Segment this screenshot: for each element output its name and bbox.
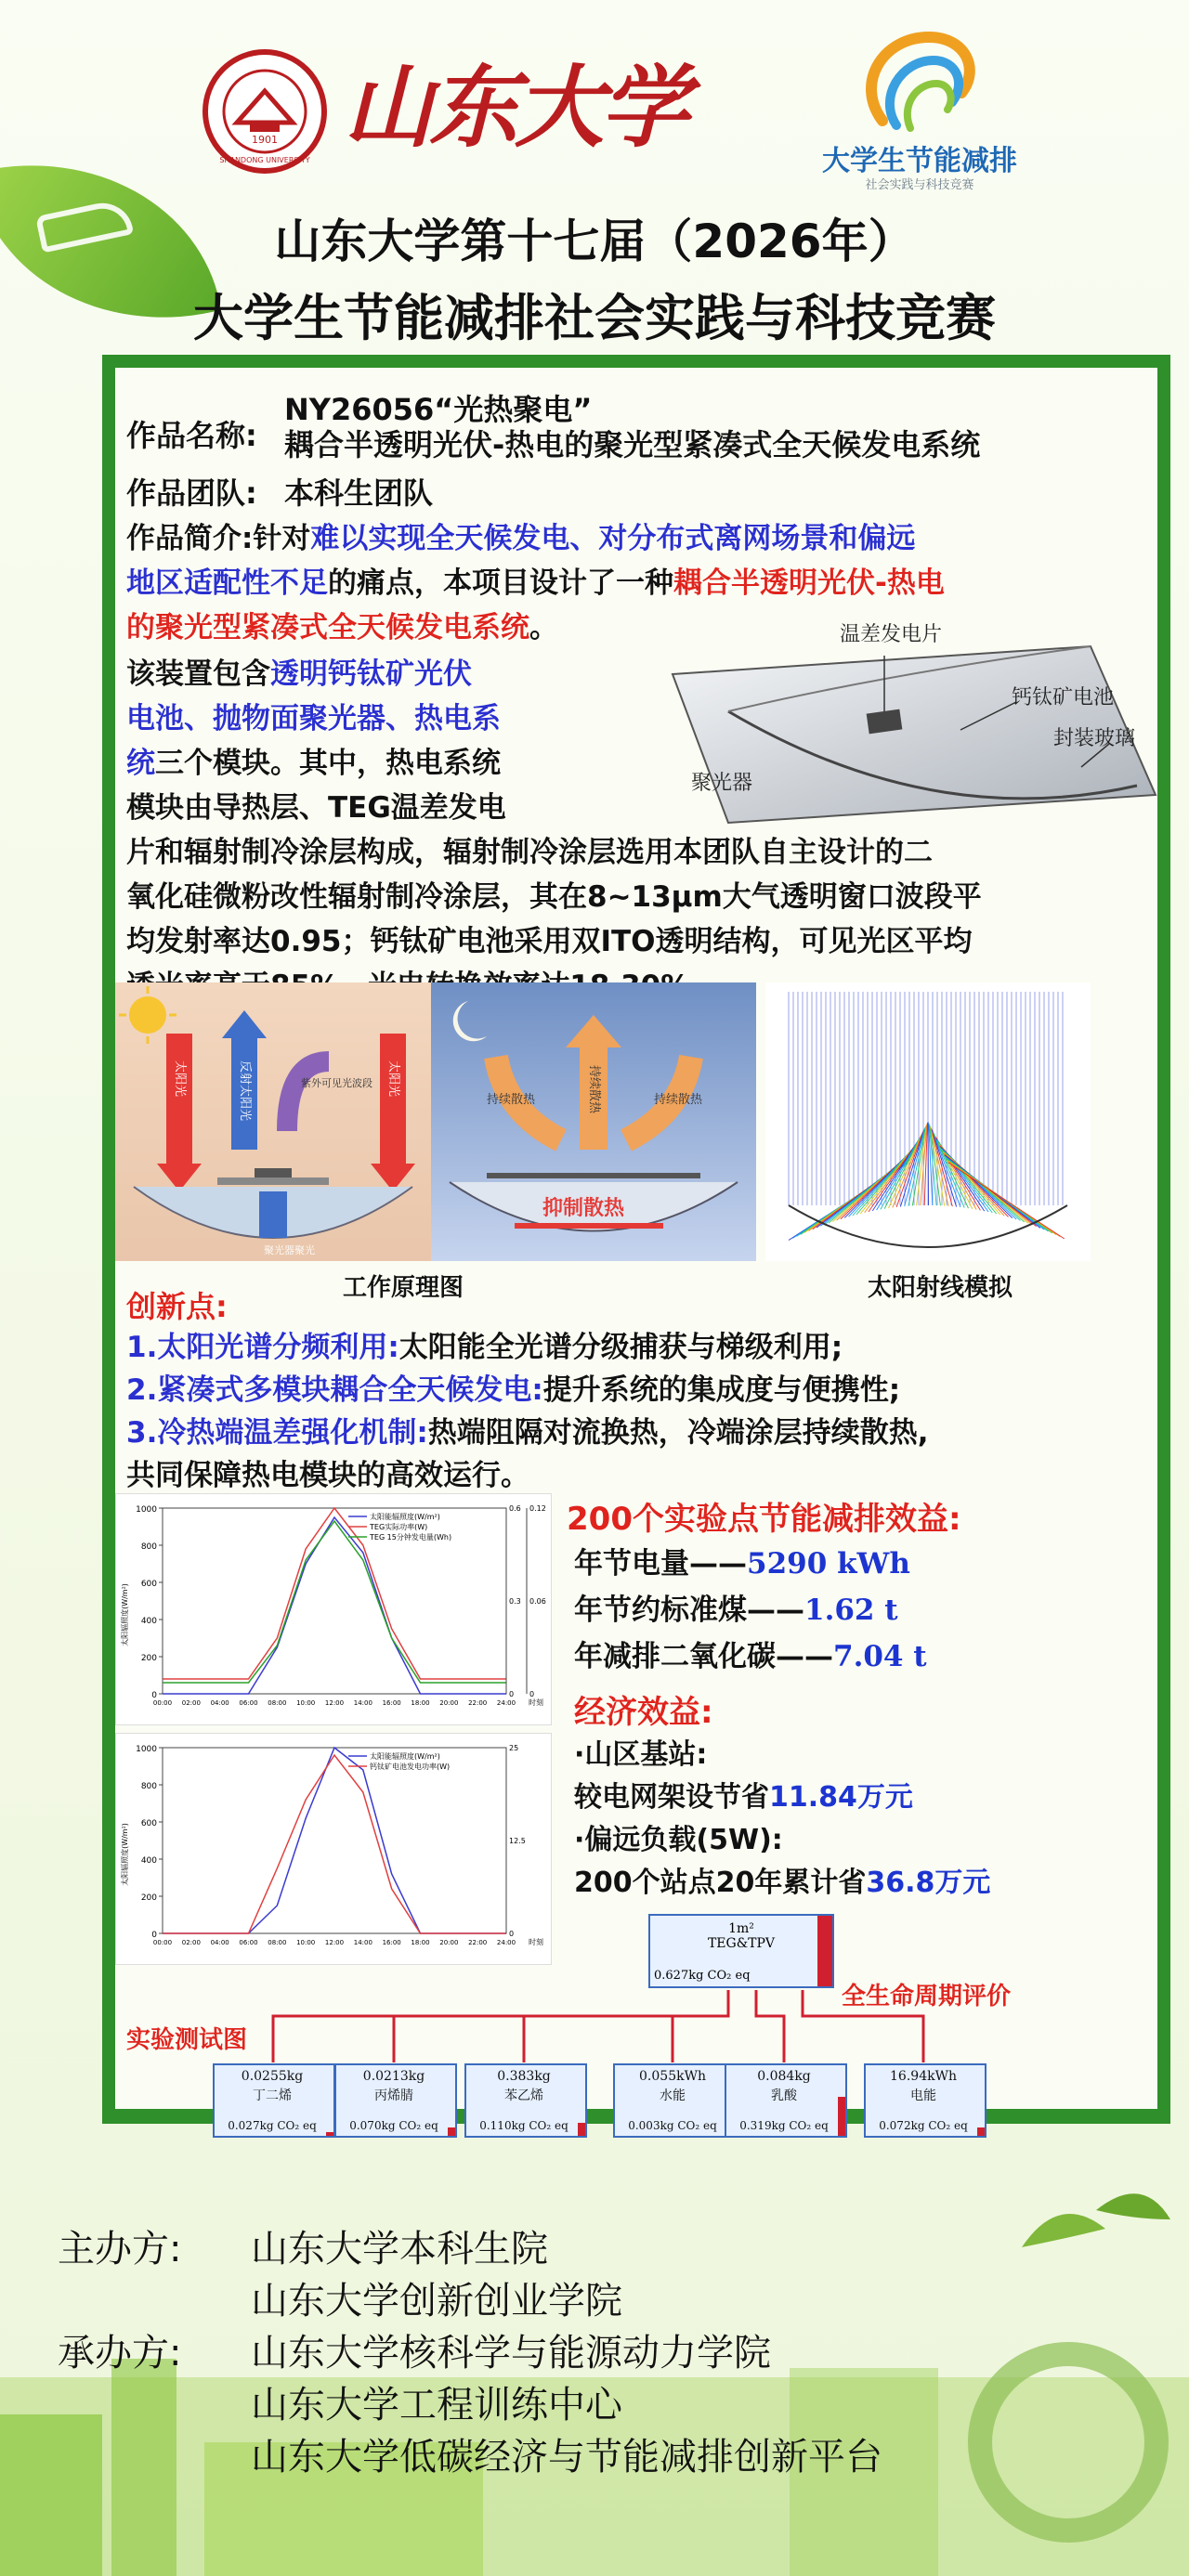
svg-text:太阳光: 太阳光 <box>386 1060 400 1098</box>
project-team-label: 作品团队 <box>126 475 246 511</box>
project-intro: 作品简介:针对难以实现全天候发电、对分布式离网场景和偏远 地区适配性不足的痛点，本项目设计了一种耦合半透明光伏-热电 的聚光型紧凑式全天候发电系统。 <box>126 522 945 644</box>
material-bar <box>578 2123 585 2136</box>
event-swirl-icon <box>780 19 1059 139</box>
y-tick-label: 600 <box>140 1580 157 1589</box>
innovation-item-1: 1.太阳光谱分频利用:太阳能全光谱分级捕获与梯级利用; <box>126 1331 843 1364</box>
right-tick-label: 0.3 <box>509 1597 521 1606</box>
eco-remote-saving: 200个站点20年累计省36.8万元 <box>574 1867 991 1899</box>
y-tick-label: 1000 <box>136 1745 157 1754</box>
x-tick-label: 18:00 <box>411 1699 430 1707</box>
intro-highlight-blue: 难以实现全天候发电、对分布式离网场景和偏远 <box>310 522 916 555</box>
lca-product-bar <box>817 1916 832 1986</box>
material-co2: 0.070kg CO₂ eq <box>349 2119 438 2132</box>
reflected-ray <box>896 1131 923 1207</box>
innovation-tail: 共同保障热电模块的高效运行。 <box>126 1459 529 1492</box>
series-line <box>163 1517 506 1694</box>
material-amount: 16.94kWh <box>890 2069 957 2084</box>
intro-text: 模块由导热层、TEG温差发电 <box>126 791 506 825</box>
intro-text: 该装置包含 <box>126 657 270 691</box>
organizer-label: 承办方: <box>58 2332 182 2374</box>
right-tick-label: 0 <box>509 1690 515 1698</box>
label-concentrator: 聚光器 <box>691 772 753 795</box>
x-tick-label: 12:00 <box>324 1939 345 1946</box>
university-name-calligraphy: 山东大学 <box>344 55 686 160</box>
right-tick-label: 0 <box>509 1930 515 1938</box>
svg-text:紫外可见光波段: 紫外可见光波段 <box>301 1077 372 1089</box>
parabolic-dish <box>789 1205 1067 1247</box>
y-axis-label: 太阳辐照度(W/m²) <box>121 1823 129 1886</box>
material-name: 电能 <box>910 2088 936 2103</box>
intro-highlight-blue: 统 <box>126 747 155 780</box>
intro-text: 片和辐射制冷涂层构成，辐射制冷涂层选用本团队自主设计的二 <box>126 836 933 869</box>
host-label: 主办方: <box>58 2228 182 2270</box>
lca-material-box <box>464 2063 587 2138</box>
eco-mountain-station: ·山区基站: <box>574 1738 708 1771</box>
university-seal-logo <box>200 46 330 176</box>
x-tick-label: 22:00 <box>468 1699 488 1707</box>
intro-highlight-red: 耦合半透明光伏-热电 <box>673 566 945 600</box>
eco-mountain-saving: 较电网架设节省11.84万元 <box>574 1781 913 1814</box>
series-line <box>163 1508 506 1679</box>
x-tick-label: 00:00 <box>152 1939 173 1946</box>
y-tick-label: 800 <box>140 1782 157 1791</box>
material-co2: 0.027kg CO₂ eq <box>228 2119 317 2132</box>
caption-ray: 太阳射线模拟 <box>868 1274 1013 1302</box>
reflected-ray <box>948 1163 1065 1239</box>
lca-product-area: 1m² <box>728 1921 754 1936</box>
legend-label: 太阳能辐照度(W/m²) <box>370 1513 440 1521</box>
teg-line-chart <box>116 1494 553 1726</box>
lca-material-box <box>334 2063 457 2138</box>
svg-text:持续散热: 持续散热 <box>487 1093 536 1107</box>
material-amount: 0.0213kg <box>362 2069 425 2084</box>
project-name: 耦合半透明光伏-热电的聚光型紧凑式全天候发电系统 <box>284 427 981 462</box>
plot-frame <box>163 1508 506 1694</box>
material-amount: 0.383kg <box>497 2069 551 2084</box>
x-tick-label: 14:00 <box>353 1939 372 1946</box>
x-axis-label: 时刻 <box>529 1698 543 1707</box>
figure-daytime-principle <box>115 982 431 1261</box>
series-line <box>163 1748 506 1933</box>
intro-text: 三个模块。其中，热电系统 <box>155 747 501 780</box>
legend-label: TEG实际功率(W) <box>370 1523 428 1531</box>
x-tick-label: 22:00 <box>468 1939 488 1946</box>
svg-text:持续散热: 持续散热 <box>587 1065 601 1114</box>
material-bar <box>977 2127 985 2136</box>
project-code: NY26056 <box>284 392 435 427</box>
ray-tracing-plot <box>765 982 1091 1261</box>
x-tick-label: 02:00 <box>181 1939 201 1946</box>
legend-label: TEG 15分钟发电量(Wh) <box>370 1533 452 1542</box>
svg-text:持续散热: 持续散热 <box>654 1093 703 1107</box>
test-figure-label: 实验测试图 <box>126 2026 248 2054</box>
intro-label: 作品简介 <box>126 522 242 555</box>
label-perovskite: 钙钛矿电池 <box>1012 686 1115 709</box>
benefit-coal: 年节约标准煤——1.62 t <box>574 1594 898 1627</box>
right-tick-label: 0.06 <box>529 1597 546 1606</box>
x-tick-label: 18:00 <box>411 1939 430 1946</box>
y-tick-label: 600 <box>140 1819 157 1828</box>
x-tick-label: 24:00 <box>496 1939 516 1946</box>
right-tick-label: 0.6 <box>509 1504 521 1513</box>
y-tick-label: 0 <box>151 1931 157 1940</box>
lca-product-name: TEG&TPV <box>707 1936 776 1951</box>
x-tick-label: 10:00 <box>296 1699 316 1707</box>
organizer-item: 山东大学工程训练中心 <box>251 2384 622 2426</box>
x-tick-label: 08:00 <box>268 1939 287 1946</box>
project-team: 本科生团队 <box>284 475 434 511</box>
benefit-electricity: 年节电量——5290 kWh <box>574 1547 910 1581</box>
intro-highlight-blue: 电池、抛物面聚光器、热电系 <box>126 702 501 735</box>
x-tick-label: 12:00 <box>324 1699 345 1707</box>
lca-label: 全生命周期评价 <box>842 1983 1012 2010</box>
lca-product-box <box>648 1914 834 1988</box>
lca-material-box <box>613 2063 736 2138</box>
svg-text:反射太阳光: 反射太阳光 <box>238 1060 252 1122</box>
material-name: 苯乙烯 <box>504 2088 543 2103</box>
plot-frame <box>163 1748 506 1933</box>
y-tick-label: 200 <box>140 1893 157 1903</box>
material-co2: 0.003kg CO₂ eq <box>628 2119 717 2132</box>
innovation-heading: 创新点: <box>126 1289 228 1324</box>
svg-text:太阳光: 太阳光 <box>173 1060 187 1098</box>
x-tick-label: 14:00 <box>353 1699 372 1707</box>
chart-perovskite <box>115 1733 552 1965</box>
x-tick-label: 08:00 <box>268 1699 287 1707</box>
innovation-item-3: 3.冷热端温差强化机制:热端阻隔对流换热，冷端涂层持续散热, <box>126 1416 929 1450</box>
x-tick-label: 00:00 <box>152 1699 173 1707</box>
y-tick-label: 1000 <box>136 1505 157 1515</box>
x-tick-label: 20:00 <box>439 1939 459 1946</box>
label-teg: 温差发电片 <box>840 623 943 646</box>
lca-material-box <box>864 2063 986 2138</box>
event-tagline: 社会实践与科技竞赛 <box>865 178 974 192</box>
x-tick-label: 10:00 <box>296 1939 316 1946</box>
svg-text:SHANDONG UNIVERSITY: SHANDONG UNIVERSITY <box>219 156 310 164</box>
event-logo <box>780 19 1059 192</box>
right-tick-label: 12.5 <box>509 1837 526 1845</box>
intro-highlight-blue: 透明钙钛矿光伏 <box>270 657 472 691</box>
series-line <box>163 1755 506 1933</box>
figure-ray-simulation <box>765 982 1091 1261</box>
eco-remote-load: ·偏远负载(5W): <box>574 1824 783 1856</box>
caption-principle: 工作原理图 <box>343 1274 464 1302</box>
svg-text:聚光器聚光: 聚光器聚光 <box>264 1244 315 1256</box>
host-item: 山东大学本科生院 <box>251 2228 548 2270</box>
lca-material-box <box>213 2063 335 2138</box>
y-tick-label: 0 <box>151 1691 157 1700</box>
material-co2: 0.110kg CO₂ eq <box>479 2119 568 2132</box>
economic-heading: 经济效益: <box>574 1694 713 1731</box>
x-axis-label: 时刻 <box>529 1938 543 1946</box>
x-tick-label: 04:00 <box>210 1939 229 1946</box>
daytime-diagram <box>115 982 431 1261</box>
night-diagram <box>431 982 756 1261</box>
legend-label: 钙钛矿电池发电功率(W) <box>370 1763 451 1771</box>
organizer-item: 山东大学核科学与能源动力学院 <box>251 2332 771 2374</box>
x-tick-label: 24:00 <box>496 1699 516 1707</box>
x-tick-label: 02:00 <box>181 1699 201 1707</box>
lca-connectors <box>115 1988 1156 2064</box>
material-bar <box>448 2127 455 2136</box>
material-name: 乳酸 <box>771 2088 797 2103</box>
material-name: 丙烯腈 <box>374 2088 413 2103</box>
content-panel: 作品名称: NY26056“光热聚电” 耦合半透明光伏-热电的聚光型紧凑式全天候发电系统 作品团队: 本科生团队 作品简介:针对难以实现全天候发电、对分布式离网场景和偏远 地区适配性不足的痛点，本项目设计了一种耦合半透明光伏-热电 的聚光型紧凑式全天候发电系统。 该装置包含透明钙钛矿光伏 电池、抛物面聚光器、热电系 统三个模块。其中，热电系统 模块由导热层、TEG温差发电 片和辐射制冷涂层构成，辐射制冷涂层选用本团队自主设计的二 氧化硅微粉改性辐射制冷涂层，其在8~13μm大气透明窗口波段平 均发射率达0.95；钙钛矿电池采用双ITO透明结构，可见光区平均 温差发电片 钙钛矿电池 封装玻璃 聚光器 太阳光 反射太阳光 太阳光 紫外可见光波段 聚光器聚光 抑制散热 持续散热 持续散热 持续散热 工作原理图 太阳射线模拟 创新点: 1.太阳光谱分频利用:太阳能全光谱分级捕获与梯级利用; 2.紧凑式多模块耦合全天候发电:提升系统的集成度与便携性; 3.冷热端温差强化机制:热端阻隔对流换热，冷端涂层持续散热, 共同保障热电模块的高效运行。 0 200 400 600 800 1000 00:00 02:00 04:00 06:00 08:00 10:00 12:00 14:00 16:00 18:00 20:00 22:00 24:00 时刻 太阳辐照度(W/m²) 太阳能辐照度(W/m²) TEG实际功率(W) TEG 15分钟发电量(Wh) 0 0.3 0.6 0 0.06 0.12 0 200 400 600 800 1000 00:00 02:00 04:00 06:00 08:00 10:00 12:00 14:00 16:00 18:00 20:00 22:00 24:00 时刻 太阳辐照度(W/m²) 太阳能辐照度(W/m²) 钙钛矿电池发电功率(W) 0 12.5 25 200个实验点节能减排效益: 年节电量——5290 kWh 年节约标准煤——1.62 t 年减排二氧化碳——7.04 t 经济效益: ·山区基站: 较电网架设节省11.84万元 ·偏远负载(5W): 200个站点20年累计省36.8万元 实验测试图 全生命周期评价 1m² TEG&TPV 0.627kg CO₂ eq 0.0255kg 丁二烯 0.027kg CO₂ eq 0.0213kg 丙烯腈 0.070kg CO₂ eq 0.383kg 苯乙烯 0.110kg CO₂ eq 0.055kWh 水能 0.003kg CO₂ eq 0.084kg 乳酸 0.319kg CO₂ eq 16.94kWh 电能 0.072kg CO₂ eq <box>102 355 1170 2124</box>
material-amount: 0.0255kg <box>241 2069 304 2084</box>
innovation-item-2: 2.紧凑式多模块耦合全天候发电:提升系统的集成度与便携性; <box>126 1373 901 1407</box>
x-tick-label: 16:00 <box>382 1699 401 1707</box>
project-nickname: “光热聚电” <box>434 392 593 427</box>
y-tick-label: 200 <box>140 1654 157 1663</box>
right-tick-label: 25 <box>509 1744 519 1752</box>
organizer-item: 山东大学低碳经济与节能减排创新平台 <box>251 2436 882 2478</box>
material-name: 水能 <box>660 2088 686 2103</box>
material-name: 丁二烯 <box>253 2088 292 2103</box>
right-tick-label: 0 <box>529 1690 535 1698</box>
intro-highlight-blue: 地区适配性不足 <box>126 566 328 600</box>
x-tick-label: 20:00 <box>439 1699 459 1707</box>
legend-label: 太阳能辐照度(W/m²) <box>370 1752 440 1761</box>
lca-material-box <box>725 2063 847 2138</box>
event-brand: 大学生节能减排 <box>822 145 1017 177</box>
y-tick-label: 800 <box>140 1542 157 1552</box>
x-tick-label: 16:00 <box>382 1939 401 1946</box>
reflected-ray <box>881 1136 921 1209</box>
page-title-line2: 大学生节能减排社会实践与科技竞赛 <box>193 289 996 347</box>
device-illustration <box>654 609 1165 832</box>
x-tick-label: 06:00 <box>239 1699 258 1707</box>
material-co2: 0.072kg CO₂ eq <box>879 2119 968 2132</box>
host-item: 山东大学创新创业学院 <box>251 2280 622 2322</box>
material-amount: 0.055kWh <box>639 2069 706 2084</box>
page-title-line1: 山东大学第十七届（2026年） <box>274 215 915 268</box>
intro-text: 的痛点，本项目设计了一种 <box>328 566 673 600</box>
chart-teg <box>115 1493 552 1725</box>
svg-text:1901: 1901 <box>252 134 278 146</box>
intro-text: 氧化硅微粉改性辐射制冷涂层，其在8~13μm大气透明窗口波段平 <box>126 880 982 914</box>
intro-text: 均发射率达0.95；钙钛矿电池采用双ITO透明结构，可见光区平均 <box>126 925 973 958</box>
svg-text:抑制散热: 抑制散热 <box>542 1197 625 1220</box>
figure-night-principle <box>431 982 756 1261</box>
device-description <box>126 652 628 830</box>
reflected-ray <box>900 1130 923 1207</box>
intro-text: 。 <box>529 611 558 644</box>
y-axis-label: 太阳辐照度(W/m²) <box>121 1583 129 1646</box>
x-tick-label: 04:00 <box>210 1699 229 1707</box>
y-tick-label: 400 <box>140 1617 157 1626</box>
lca-product-co2: 0.627kg CO₂ eq <box>654 1969 751 1983</box>
material-co2: 0.319kg CO₂ eq <box>739 2119 829 2132</box>
project-team-row: 作品团队: 本科生团队 <box>126 470 282 513</box>
series-line <box>163 1521 506 1683</box>
intro-text: 针对 <box>253 522 311 555</box>
benefits-heading: 200个实验点节能减排效益: <box>567 1501 961 1538</box>
project-name-label: 作品名称 <box>126 418 246 453</box>
x-tick-label: 06:00 <box>239 1939 258 1946</box>
material-amount: 0.084kg <box>757 2069 811 2084</box>
perovskite-line-chart <box>116 1734 553 1966</box>
intro-highlight-red: 的聚光型紧凑式全天候发电系统 <box>126 611 529 644</box>
label-glass: 封装玻璃 <box>1053 727 1136 750</box>
y-tick-label: 400 <box>140 1856 157 1866</box>
benefit-co2: 年减排二氧化碳——7.04 t <box>574 1640 927 1673</box>
innovation-section <box>126 1283 1157 1497</box>
material-bar <box>838 2097 845 2136</box>
right-tick-label: 0.12 <box>529 1504 546 1513</box>
